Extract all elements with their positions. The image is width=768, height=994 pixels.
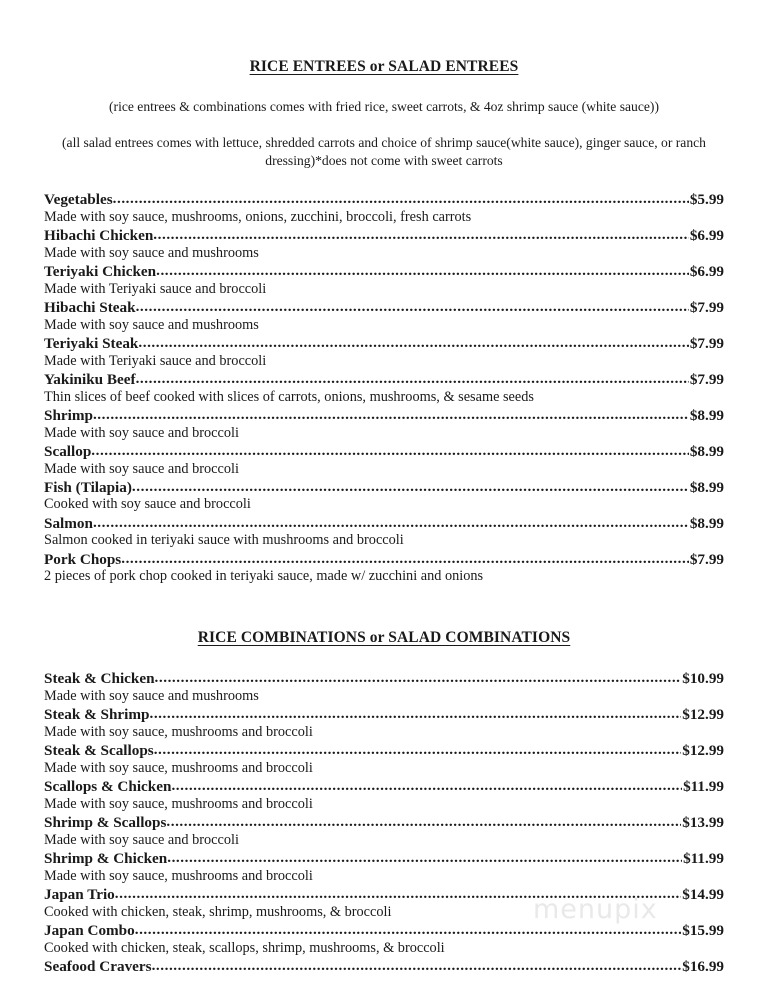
menupix-watermark: menupix: [533, 894, 658, 925]
dot-leader: [138, 334, 688, 352]
menu-item-row: [44, 814, 724, 832]
entrees-intro-salad: (all salad entrees comes with lettuce, shredded carrots and choice of shrimp sauce(white sauce), ginger sauce, or ranch dressing)*does not come with sweet carrots: [62, 135, 706, 168]
menu-item-price: $10.99: [682, 670, 724, 688]
menu-item-name: Shrimp & Chicken: [44, 850, 168, 868]
menu-item-name: Pork Chops: [44, 550, 122, 568]
section-spacer: [44, 586, 724, 629]
menu-item-row: [44, 443, 724, 461]
menu-item-name: Scallop: [44, 442, 92, 460]
menu-item-description: Made with soy sauce and mushrooms: [44, 688, 259, 705]
section-title-rice-salad-entrees: RICE ENTREES or SALAD ENTREES: [249, 58, 519, 75]
menu-item-row: [44, 706, 724, 724]
menu-item-price: $6.99: [689, 227, 724, 245]
menu-item-description: Cooked with chicken, steak, scallops, shrimp, mushrooms, & broccoli: [44, 939, 445, 956]
menu-item-row: [44, 299, 724, 317]
menu-item-row: [44, 515, 724, 533]
menu-item-description: Made with soy sauce and broccoli: [44, 424, 239, 441]
menu-list-entrees: [44, 169, 724, 586]
dot-leader: [115, 885, 681, 903]
entrees-intro-rice: (rice entrees & combinations comes with fried rice, sweet carrots, & 4oz shrimp sauce (white sauce)): [109, 99, 659, 114]
menu-item-description: Made with soy sauce, mushrooms and broccoli: [44, 724, 313, 741]
dot-leader: [166, 813, 681, 831]
dot-leader: [171, 777, 682, 795]
menu-item-price: $5.99: [689, 191, 724, 209]
menu-item-row: [44, 922, 724, 940]
dot-leader: [93, 406, 689, 424]
menu-item-name: Steak & Shrimp: [44, 706, 150, 724]
menu-item-row: [44, 778, 724, 796]
menu-item-description: Made with soy sauce and mushrooms: [44, 244, 259, 261]
menu-item-price: $15.99: [682, 922, 724, 940]
dot-leader: [136, 298, 689, 316]
menu-item-name: Shrimp & Scallops: [44, 814, 167, 832]
dot-leader: [113, 190, 689, 208]
menu-item-row: [44, 479, 724, 497]
dot-leader: [153, 226, 689, 244]
menu-item-name: Hibachi Steak: [44, 298, 136, 316]
menu-item-price: $11.99: [683, 850, 724, 868]
dot-leader: [121, 550, 689, 568]
menu-item-price: $7.99: [689, 298, 724, 316]
menu-item-description: Made with Teriyaki sauce and broccoli: [44, 352, 267, 369]
menu-item-name: Japan Combo: [44, 922, 135, 940]
menu-item-price: $13.99: [682, 814, 724, 832]
menu-item-row: [44, 371, 724, 389]
dot-leader: [155, 669, 682, 687]
menu-item-price: $8.99: [689, 406, 724, 424]
menu-item-row: [44, 191, 724, 209]
menu-item-price: $8.99: [689, 514, 724, 532]
dot-leader: [167, 849, 682, 867]
menu-item-price: $14.99: [682, 886, 724, 904]
menu-list-combinations: [44, 647, 724, 975]
menu-item-price: $16.99: [682, 957, 724, 975]
menu-item-price: $12.99: [682, 706, 724, 724]
menu-item-row: [44, 407, 724, 425]
menu-item-description: Made with soy sauce, mushrooms, onions, zucchini, broccoli, fresh carrots: [44, 208, 472, 225]
menu-item-row: [44, 742, 724, 760]
menu-item-price: $7.99: [689, 334, 724, 352]
menu-item-name: Fish (Tilapia): [44, 478, 132, 496]
dot-leader: [152, 957, 682, 975]
menu-item-name: Teriyaki Chicken: [44, 263, 157, 281]
dot-leader: [154, 741, 682, 759]
menu-item-name: Vegetables: [44, 191, 113, 209]
menu-item-row: [44, 850, 724, 868]
menu-item-row: [44, 958, 724, 976]
dot-leader: [93, 514, 689, 532]
dot-leader: [136, 370, 689, 388]
menu-item-row: [44, 227, 724, 245]
menu-item-description: Made with soy sauce and broccoli: [44, 832, 239, 849]
menu-item-name: Yakiniku Beef: [44, 370, 136, 388]
menu-item-price: $7.99: [689, 370, 724, 388]
menu-item-price: $7.99: [689, 550, 724, 568]
menu-item-row: [44, 335, 724, 353]
dot-leader: [132, 478, 689, 496]
dot-leader: [135, 921, 682, 939]
menu-item-description: Thin slices of beef cooked with slices of carrots, onions, mushrooms, & sesame seeds: [44, 388, 534, 405]
menu-item-name: Salmon: [44, 514, 93, 532]
menu-item-description: Made with soy sauce, mushrooms and broccoli: [44, 796, 313, 813]
menu-item-name: Japan Trio: [44, 886, 115, 904]
menu-item-row: [44, 263, 724, 281]
dot-leader: [156, 262, 689, 280]
menu-item-row: [44, 886, 724, 904]
menu-item-name: Hibachi Chicken: [44, 227, 154, 245]
menu-item-description: Salmon cooked in teriyaki sauce with mushrooms and broccoli: [44, 532, 404, 549]
menu-item-row: [44, 670, 724, 688]
menu-item-price: $11.99: [683, 778, 724, 796]
section-title-rice-salad-combinations: RICE COMBINATIONS or SALAD COMBINATIONS: [197, 629, 571, 647]
menu-item-description: 2 pieces of pork chop cooked in teriyaki sauce, made w/ zucchini and onions: [44, 568, 484, 585]
menu-item-name: Shrimp: [44, 406, 93, 424]
dot-leader: [149, 705, 681, 723]
menu-item-price: $8.99: [689, 442, 724, 460]
dot-leader: [91, 442, 689, 460]
menu-item-name: Teriyaki Steak: [44, 334, 139, 352]
menu-item-description: Cooked with soy sauce and broccoli: [44, 496, 251, 513]
menu-item-row: [44, 551, 724, 569]
menu-item-description: Made with soy sauce, mushrooms and broccoli: [44, 760, 313, 777]
menu-item-description: Cooked with chicken, steak, shrimp, mushrooms, & broccoli: [44, 903, 392, 920]
menu-item-name: Scallops & Chicken: [44, 778, 172, 796]
menu-item-name: Steak & Chicken: [44, 670, 155, 688]
menu-item-price: $12.99: [682, 742, 724, 760]
menu-item-description: Made with Teriyaki sauce and broccoli: [44, 280, 267, 297]
menu-item-description: Made with soy sauce and mushrooms: [44, 316, 259, 333]
menu-item-description: Made with soy sauce and broccoli: [44, 460, 239, 477]
menu-item-price: $8.99: [689, 478, 724, 496]
menu-item-price: $6.99: [689, 263, 724, 281]
menu-item-description: Made with soy sauce, mushrooms and broccoli: [44, 867, 313, 884]
menu-item-name: Steak & Scallops: [44, 742, 154, 760]
menu-item-name: Seafood Cravers: [44, 957, 152, 975]
